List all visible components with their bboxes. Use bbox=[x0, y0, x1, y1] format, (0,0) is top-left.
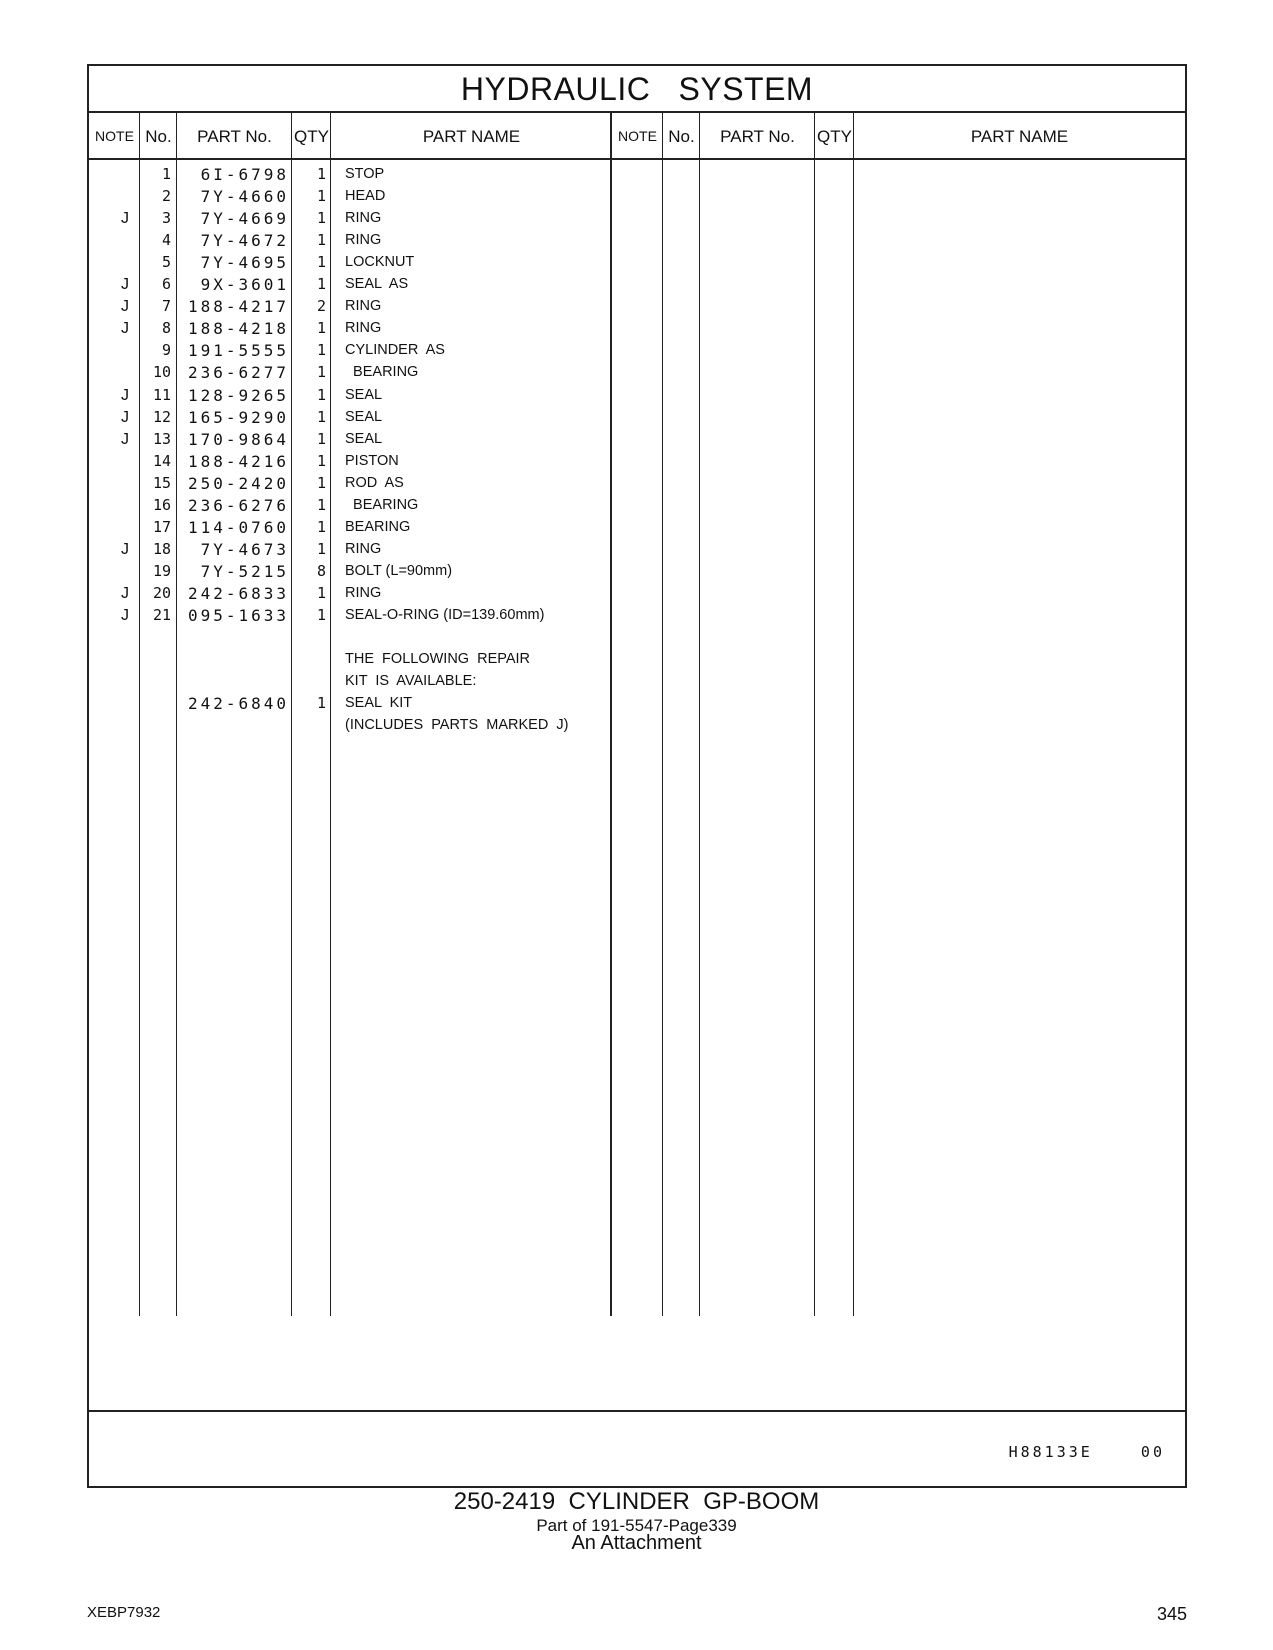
section-title: HYDRAULIC SYSTEM bbox=[89, 66, 1185, 113]
row-quantity bbox=[293, 714, 326, 737]
header-no-right: No. bbox=[668, 127, 695, 146]
row-note bbox=[105, 494, 145, 517]
row-part-name: HEAD bbox=[345, 188, 386, 205]
row-part-name: BEARING bbox=[345, 518, 411, 535]
row-part-number: 7Y-5215 bbox=[200, 561, 289, 581]
row-part-number: 191-5555 bbox=[187, 341, 289, 361]
row-note bbox=[105, 163, 145, 186]
row-number: 17 bbox=[152, 517, 171, 536]
header-part-no-right: PART No. bbox=[720, 127, 795, 146]
row-part-number: 236-6276 bbox=[187, 495, 289, 515]
row-part-name: RING bbox=[345, 232, 382, 249]
row-quantity bbox=[293, 670, 326, 693]
row-number: 16 bbox=[152, 495, 171, 514]
row-part-number bbox=[181, 714, 289, 737]
row-part-name: SEAL bbox=[345, 430, 383, 447]
caption-part-of: Part of 191-5547-Page339 bbox=[536, 1516, 737, 1535]
header-qty-left: QTY bbox=[294, 127, 329, 146]
page-number: 345 bbox=[1156, 1604, 1187, 1624]
row-quantity: 1 bbox=[316, 495, 326, 514]
row-part-number: 9X-3601 bbox=[200, 275, 289, 295]
row-quantity: 1 bbox=[316, 253, 326, 272]
row-part-name: BOLT (L=90mm) bbox=[345, 562, 453, 579]
row-part-name: (INCLUDES PARTS MARKED J) bbox=[345, 717, 569, 734]
header-note-left: NOTE bbox=[95, 128, 134, 144]
row-note bbox=[105, 626, 145, 649]
row-part-number: 7Y-4660 bbox=[200, 187, 289, 207]
row-quantity: 1 bbox=[316, 583, 326, 602]
row-number: 18 bbox=[152, 539, 171, 558]
row-note bbox=[105, 714, 145, 737]
header-note-right: NOTE bbox=[618, 128, 657, 144]
row-quantity: 1 bbox=[316, 407, 326, 426]
row-number bbox=[142, 692, 171, 715]
row-number bbox=[142, 670, 171, 693]
row-part-number: 7Y-4695 bbox=[200, 253, 289, 273]
row-note: J bbox=[121, 210, 129, 228]
row-quantity: 1 bbox=[316, 606, 326, 624]
row-quantity: 1 bbox=[316, 694, 326, 713]
row-note: J bbox=[121, 408, 129, 426]
row-number: 13 bbox=[152, 429, 171, 448]
row-part-number: 242-6833 bbox=[187, 583, 289, 603]
row-number: 10 bbox=[152, 363, 171, 382]
col-divider bbox=[853, 113, 854, 1316]
table-bottom-rule bbox=[89, 1410, 1185, 1412]
col-divider bbox=[330, 113, 331, 1316]
row-note bbox=[105, 516, 145, 539]
row-number bbox=[142, 714, 171, 737]
row-part-number: 188-4217 bbox=[187, 297, 289, 317]
row-quantity bbox=[293, 648, 326, 671]
row-part-name: SEAL bbox=[345, 386, 383, 403]
row-note bbox=[105, 648, 145, 671]
row-part-number: 188-4216 bbox=[187, 451, 289, 471]
row-part-name: LOCKNUT bbox=[345, 254, 415, 271]
row-number: 5 bbox=[161, 253, 171, 272]
row-note bbox=[105, 560, 145, 583]
row-note: J bbox=[121, 607, 129, 624]
row-part-number: 095-1633 bbox=[187, 606, 289, 625]
row-note bbox=[105, 670, 145, 693]
row-part-name: RING bbox=[345, 298, 382, 315]
row-quantity: 1 bbox=[316, 187, 326, 206]
row-part-number bbox=[181, 626, 289, 649]
row-part-name: CYLINDER AS bbox=[345, 342, 445, 359]
row-part-name: SEAL KIT bbox=[345, 695, 413, 712]
row-number: 21 bbox=[152, 606, 171, 624]
row-part-name: BEARING bbox=[345, 364, 419, 381]
row-note bbox=[105, 472, 145, 495]
row-part-number: 7Y-4673 bbox=[200, 539, 289, 559]
row-number bbox=[142, 648, 171, 671]
row-quantity: 1 bbox=[316, 363, 326, 382]
row-note: J bbox=[121, 584, 129, 602]
row-note bbox=[105, 361, 145, 384]
row-part-name: RING bbox=[345, 584, 382, 601]
col-divider bbox=[176, 113, 177, 1316]
row-part-name: PISTON bbox=[345, 452, 399, 469]
row-note: J bbox=[121, 276, 129, 294]
row-quantity: 2 bbox=[316, 297, 326, 316]
row-part-number: 236-6277 bbox=[187, 363, 289, 383]
row-note: J bbox=[121, 298, 129, 316]
row-part-name: THE FOLLOWING REPAIR bbox=[345, 651, 531, 668]
row-part-name: RING bbox=[345, 320, 382, 337]
parts-list-frame bbox=[87, 64, 1187, 1488]
row-part-name: SEAL-O-RING (ID=139.60mm) bbox=[345, 607, 545, 623]
row-part-name: KIT IS AVAILABLE: bbox=[345, 673, 477, 690]
row-part-name: SEAL AS bbox=[345, 276, 409, 293]
row-quantity: 1 bbox=[316, 385, 326, 404]
row-note: J bbox=[121, 540, 129, 558]
col-divider bbox=[662, 113, 663, 1316]
row-quantity: 1 bbox=[316, 517, 326, 536]
header-no-left: No. bbox=[145, 127, 172, 146]
row-quantity: 1 bbox=[316, 429, 326, 448]
row-number: 4 bbox=[161, 231, 171, 250]
row-note bbox=[105, 185, 145, 208]
row-quantity: 1 bbox=[316, 341, 326, 360]
header-qty-right: QTY bbox=[817, 127, 852, 146]
row-number: 8 bbox=[161, 319, 171, 338]
header-part-name-right: PART NAME bbox=[970, 127, 1069, 146]
header-part-no-left: PART No. bbox=[197, 127, 272, 146]
row-number: 20 bbox=[152, 583, 171, 602]
row-part-name: ROD AS bbox=[345, 474, 404, 491]
row-note bbox=[105, 450, 145, 473]
row-number: 1 bbox=[161, 165, 171, 183]
row-number: 15 bbox=[152, 473, 171, 492]
row-part-name: RING bbox=[345, 210, 382, 227]
row-number: 2 bbox=[161, 187, 171, 206]
row-part-number: 250-2420 bbox=[187, 473, 289, 493]
row-quantity: 1 bbox=[316, 473, 326, 492]
row-quantity: 1 bbox=[316, 231, 326, 250]
figure-code: H88133E 00 bbox=[1008, 1443, 1165, 1461]
row-part-number: 188-4218 bbox=[187, 319, 289, 339]
row-quantity: 1 bbox=[316, 165, 326, 183]
row-note bbox=[105, 251, 145, 274]
row-part-number: 242-6840 bbox=[187, 694, 289, 714]
row-part-name: RING bbox=[345, 540, 382, 557]
col-divider bbox=[699, 113, 700, 1316]
row-number: 14 bbox=[152, 451, 171, 470]
header-part-name-left: PART NAME bbox=[422, 127, 521, 146]
row-quantity: 1 bbox=[316, 451, 326, 470]
row-part-number: 6I-6798 bbox=[200, 165, 289, 184]
row-part-number: 7Y-4669 bbox=[200, 209, 289, 229]
col-divider bbox=[814, 113, 815, 1316]
row-note: J bbox=[121, 430, 129, 448]
row-quantity: 1 bbox=[316, 209, 326, 228]
row-quantity: 8 bbox=[316, 561, 326, 580]
row-quantity: 1 bbox=[316, 319, 326, 338]
row-number: 19 bbox=[152, 561, 171, 580]
caption-title: 250-2419 CYLINDER GP-BOOM bbox=[453, 1488, 820, 1515]
caption-attachment: An Attachment bbox=[571, 1532, 702, 1554]
row-note bbox=[105, 339, 145, 362]
row-number bbox=[142, 626, 171, 649]
row-number: 7 bbox=[161, 297, 171, 316]
row-note bbox=[105, 692, 145, 715]
row-part-name: STOP bbox=[345, 166, 385, 182]
row-part-name bbox=[345, 626, 645, 649]
row-part-name: BEARING bbox=[345, 496, 419, 513]
col-divider bbox=[291, 113, 292, 1316]
row-part-number bbox=[181, 648, 289, 671]
row-part-number bbox=[181, 670, 289, 693]
row-part-number: 114-0760 bbox=[187, 517, 289, 537]
row-note: J bbox=[121, 320, 129, 338]
row-part-number: 128-9265 bbox=[187, 385, 289, 405]
row-number: 6 bbox=[161, 275, 171, 294]
row-number: 11 bbox=[152, 385, 171, 404]
row-quantity bbox=[293, 626, 326, 649]
row-note bbox=[105, 229, 145, 252]
row-part-number: 170-9864 bbox=[187, 429, 289, 449]
row-number: 3 bbox=[161, 209, 171, 228]
row-part-name: SEAL bbox=[345, 408, 383, 425]
document-id: XEBP7932 bbox=[87, 1604, 161, 1621]
row-number: 12 bbox=[152, 407, 171, 426]
row-note: J bbox=[121, 386, 129, 404]
row-part-number: 165-9290 bbox=[187, 407, 289, 427]
row-quantity: 1 bbox=[316, 539, 326, 558]
row-quantity: 1 bbox=[316, 275, 326, 294]
row-part-number: 7Y-4672 bbox=[200, 231, 289, 251]
row-number: 9 bbox=[161, 341, 171, 360]
